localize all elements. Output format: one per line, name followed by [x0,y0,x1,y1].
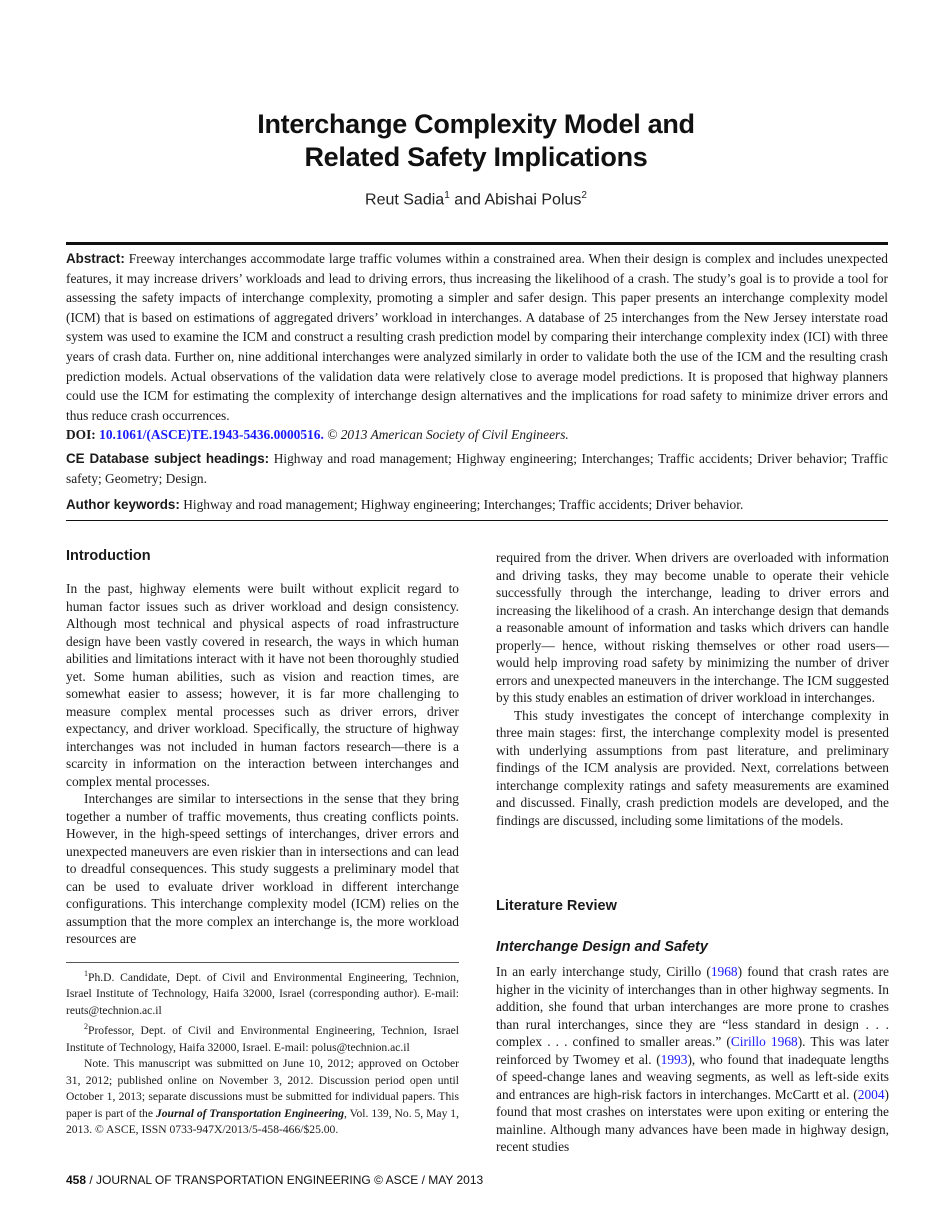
author-keywords [66,495,888,515]
author-affiliation-marker: 1 [444,190,450,201]
page-number: 458 [66,1173,87,1187]
footnote-rule [66,962,459,963]
page-footer [66,1173,483,1187]
citation-link[interactable]: 1993 [660,1051,688,1067]
submission-note: Note. This manuscript was submitted on June 10, 2012; approved on October 31, 2012; published online on November 3, 2012. Discussion period open until October 1, 2013; separate discussions must be submitted for individual papers. This paper is part of the Journal of Transportation Engineering, Vol. 139, No. 5, May 1, 2013. © ASCE, ISSN 0733-947X/2013/5-458-466/$25.00. [66,1057,459,1137]
footnotes [66,966,459,1139]
author-conjunction: and [449,191,485,209]
author-keywords-label: Author keywords: [66,497,180,512]
title-line-2: Related Safety Implications [304,142,648,172]
abstract-top-rule [66,242,888,245]
doi-link[interactable]: 10.1061/(ASCE)TE.1943-5436.0000516. [99,427,324,443]
footnote-1: $^1$Ph.D. Candidate, Dept. of Civil and Environmental Engineering, Technion, Israel Institute of Technology, Haifa 32000, Israel (corresponding author). E-mail: reuts@technion.ac.il [66,969,459,1017]
author-name: Reut Sadia [365,191,445,209]
paragraph: required from the driver. When drivers are overloaded with information and driving tasks, they may become unable to operate their vehicle successfully through the interchange, leading to driver errors and increasing the likelihood of a crash. An interchange design that demands a reasonable amount of information and tasks which drivers can handle properly— hence, without risking themselves or other road users—would help improving road safety by minimizing the number of driver errors and unexpected maneuvers in the interchange. The ICM suggested by this study enables an estimation of driver workload in interchanges. [496,550,889,705]
introduction-body-right [496,549,889,829]
ce-subject-headings [66,449,888,488]
ce-headings-label: CE Database subject headings: [66,451,270,466]
journal-name: Journal of Transportation Engineering [155,1106,344,1120]
copyright-notice: © 2013 American Society of Civil Engineers. [327,427,569,443]
citation-link[interactable]: 2004 [857,1086,885,1102]
paragraph: Interchanges are similar to intersections in the sense that they bring together a number of traffic movements, thus creating conflicts points. However, in the high-speed settings of interchanges, driver errors and unexpected maneuvers are even riskier than in intersections and can lead to dreadful consequences. This study suggests a preliminary model that can be used to evaluate driver workload in different interchange configurations. This interchange complexity model (ICM) relies on the assumption that the more complex an interchange is, the more workload resources are [66,791,459,946]
citation-link[interactable]: 1968 [710,964,738,979]
doi-label: DOI: [66,427,96,443]
abstract-text: Freeway interchanges accommodate large traffic volumes within a constrained area. When their design is complex and includes unexpected features, it may increase drivers’ workloads and lead to driving errors, thus increasing the likelihood of a crash. The study’s goal is to provide a tool for assessing the safety impacts of interchange complexity, promoting a simpler and safer design. This paper presents an interchange complexity model (ICM) that is based on estimations of aggregated drivers’ workload in interchanges. A database of 25 interchanges from the New Jersey interstate road system was used to examine the ICM and construct a resulting crash prediction model by comparing their interchange complexity index (ICI) with three years of crash data. Further on, nine additional interchanges were analyzed similarly in order to validate both the use of the ICM and the resulting crash prediction models. Actual observations of the validation data were relatively close to average model predictions. It is proposed that highway planners could use the ICM for estimating the complexity of interchange design alternatives and the implications for road safety to minimize driver errors and thus reduce crash occurrences. [66,251,888,423]
paper-title [0,108,952,174]
introduction-heading: Introduction [66,548,151,564]
author-keywords-text: Highway and road management; Highway engineering; Interchanges; Traffic accidents; Driver behavior. [179,497,744,512]
author-list [0,190,952,209]
paragraph: This study investigates the concept of interchange complexity in three main stages: first, the interchange complexity model is presented with underlying assumptions from past literature, and preliminary findings of the ICM analysis are provided. Next, correlations between interchange complexity ratings and safety measurements are examined and discussed. Finally, crash prediction models are developed, and the findings are discussed, including some limitations of the models. [496,707,889,828]
interchange-design-subheading: Interchange Design and Safety [496,939,708,955]
literature-review-heading: Literature Review [496,898,617,914]
author-name: Abishai Polus [484,191,582,209]
paragraph: In the past, highway elements were built without explicit regard to human factor issues such as driver workload and design consistency. Although most technical and physical aspects of road infrastructure design have been vastly covered in research, the ways in which human abilities and limitations interact with it have not been thoroughly studied yet. Some human abilities, such as vision and reaction times, are somewhat easier to assess; however, it is far more challenging to measure complex mental processes such as driver errors, driver expectancy, and driver workload. Specifically, the structure of highway interchanges was not included in human factors research—there is a scarcity in information on the interaction between interchanges and complex mental processes. [66,581,459,789]
abstract-label: Abstract: [66,251,125,266]
literature-body [496,963,889,1156]
ce-headings-text: Highway and road management; Highway engineering; Interchanges; Traffic accidents; Driver behavior; Traffic safety; Geometry; Design. [66,451,888,486]
footnote-2: $^2$Professor, Dept. of Civil and Environmental Engineering, Technion, Israel Institute of Technology, Haifa 32000, Israel. E-mail: polus@technion.ac.il [66,1022,459,1054]
citation-link[interactable]: Cirillo 1968 [730,1034,798,1049]
title-line-1: Interchange Complexity Model and [257,109,695,139]
abstract [66,249,888,445]
keywords-bottom-rule [66,520,888,521]
introduction-body-left [66,580,459,954]
paragraph: In an early interchange study, Cirillo (1968) found that crash rates are higher in the vicinity of interchanges than in other highway segments. In addition, she found that urban interchanges are more prone to crashes than rural interchanges, since they are “less standard in design . . . complex . . . confined to smaller areas.” (Cirillo 1968). This was later reinforced by Twomey et al. (1993), who found that inadequate lengths of speed-change lanes and weaving segments, as well as left-side exits and entrances are high-risk factors in interchanges. McCartt et al. (2004) found that most crashes on interstates were upon exiting or entering the mainline. Although many advances have been made in highway design, recent studies [496,964,889,1154]
journal-footer-text: / JOURNAL OF TRANSPORTATION ENGINEERING © ASCE / MAY 2013 [86,1173,484,1187]
author-affiliation-marker: 2 [581,190,587,201]
